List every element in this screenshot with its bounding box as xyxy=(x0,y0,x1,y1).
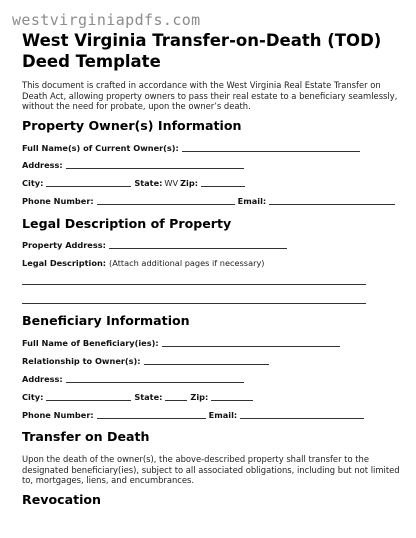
beneficiary-section-heading: Beneficiary Information xyxy=(22,313,190,328)
property-address-field[interactable] xyxy=(109,240,287,249)
beneficiary-address-row xyxy=(22,373,247,385)
property-address-label: Property Address: xyxy=(22,240,106,250)
legal-description-line-2[interactable] xyxy=(22,303,366,304)
owner-zip-field[interactable] xyxy=(201,178,245,187)
beneficiary-phone-label: Phone Number: xyxy=(22,410,94,420)
owner-zip-label: Zip: xyxy=(180,178,199,188)
legal-description-note: (Attach additional pages if necessary) xyxy=(109,258,265,268)
owner-full-name-row xyxy=(22,142,363,154)
beneficiary-address-label: Address: xyxy=(22,374,63,384)
beneficiary-city-state-zip-row xyxy=(22,391,256,403)
transfer-paragraph: Upon the death of the owner(s), the above-described property shall transfer to the designated beneficiary(ies), subject to all associated obligations, including but not limited to, mortgages, liens, and encumbrances. xyxy=(22,454,400,486)
beneficiary-full-name-label: Full Name of Beneficiary(ies): xyxy=(22,338,159,348)
beneficiary-relationship-label: Relationship to Owner(s): xyxy=(22,356,141,366)
intro-paragraph: This document is crafted in accordance with the West Virginia Real Estate Transfer on Death Act, allowing property owners to pass their real estate to a beneficiary seamlessly, without the need for probate, upon the owner’s death. xyxy=(22,80,398,112)
legal-description-line-1[interactable] xyxy=(22,284,366,285)
beneficiary-address-field[interactable] xyxy=(66,374,244,383)
document-title: West Virginia Transfer-on-Death (TOD) Deed Template xyxy=(22,31,382,71)
revocation-section-heading: Revocation xyxy=(22,492,102,507)
beneficiary-city-label: City: xyxy=(22,392,44,402)
owner-email-label: Email: xyxy=(237,196,267,206)
beneficiary-full-name-row xyxy=(22,337,343,349)
owner-section-heading: Property Owner(s) Information xyxy=(22,118,242,133)
owner-address-field[interactable] xyxy=(66,160,244,169)
beneficiary-zip-label: Zip: xyxy=(190,392,209,402)
legal-description-row xyxy=(22,257,265,269)
beneficiary-full-name-field[interactable] xyxy=(162,338,340,347)
owner-address-label: Address: xyxy=(22,160,63,170)
beneficiary-relationship-row xyxy=(22,355,272,367)
beneficiary-phone-field[interactable] xyxy=(97,410,206,419)
legal-section-heading: Legal Description of Property xyxy=(22,216,232,231)
owner-phone-email-row xyxy=(22,195,398,207)
owner-phone-field[interactable] xyxy=(97,196,235,205)
watermark: westvirginiapdfs.com xyxy=(12,11,201,29)
owner-state-label: State: xyxy=(134,178,163,188)
beneficiary-email-field[interactable] xyxy=(240,410,364,419)
beneficiary-relationship-field[interactable] xyxy=(144,356,269,365)
owner-full-name-field[interactable] xyxy=(182,143,360,152)
beneficiary-state-label: State: xyxy=(134,392,163,402)
transfer-section-heading: Transfer on Death xyxy=(22,429,150,444)
owner-phone-label: Phone Number: xyxy=(22,196,94,206)
beneficiary-state-field[interactable] xyxy=(165,392,187,401)
owner-full-name-label: Full Name(s) of Current Owner(s): xyxy=(22,143,179,153)
owner-address-row xyxy=(22,159,247,171)
property-address-row xyxy=(22,239,290,251)
beneficiary-phone-email-row xyxy=(22,409,367,421)
owner-city-label: City: xyxy=(22,178,44,188)
owner-city-field[interactable] xyxy=(46,178,131,187)
beneficiary-email-label: Email: xyxy=(208,410,238,420)
owner-city-state-zip-row xyxy=(22,177,248,189)
beneficiary-city-field[interactable] xyxy=(46,392,131,401)
beneficiary-zip-field[interactable] xyxy=(211,392,253,401)
legal-description-label: Legal Description: xyxy=(22,258,107,268)
owner-state-value: WV xyxy=(164,178,179,188)
owner-email-field[interactable] xyxy=(269,196,395,205)
